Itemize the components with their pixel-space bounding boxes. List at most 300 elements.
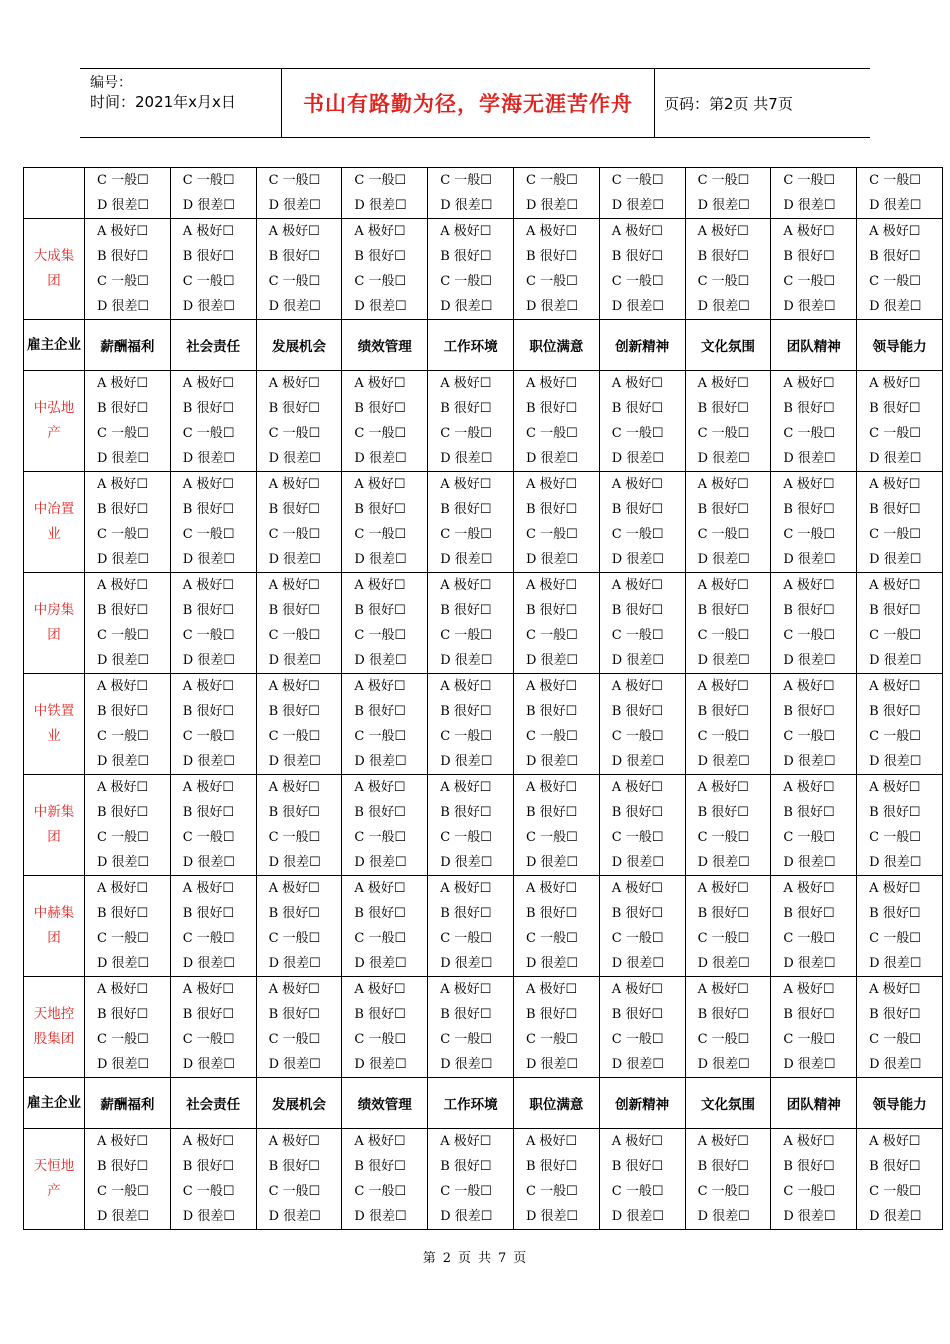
rating-option[interactable]: A 极好☐: [525, 1134, 578, 1149]
rating-option[interactable]: C 一般☐: [354, 1032, 407, 1047]
rating-option[interactable]: C 一般☐: [97, 729, 149, 744]
rating-option[interactable]: B 很好☐: [611, 249, 664, 264]
rating-option[interactable]: A 极好☐: [869, 982, 921, 997]
rating-option[interactable]: C 一般☐: [697, 830, 750, 845]
rating-option[interactable]: C 一般☐: [611, 931, 664, 946]
rating-option[interactable]: B 很好☐: [440, 704, 492, 719]
rating-option[interactable]: A 极好☐: [869, 780, 921, 795]
rating-option[interactable]: B 很好☐: [783, 1159, 835, 1174]
rating-option[interactable]: C 一般☐: [440, 426, 492, 441]
rating-option[interactable]: A 极好☐: [697, 780, 749, 795]
rating-option[interactable]: A 极好☐: [869, 477, 921, 492]
rating-option[interactable]: A 极好☐: [354, 1134, 406, 1149]
rating-option[interactable]: B 很好☐: [697, 704, 749, 719]
rating-option[interactable]: B 很好☐: [869, 906, 921, 921]
rating-option[interactable]: C 一般☐: [268, 1184, 321, 1199]
rating-option[interactable]: A 极好☐: [182, 982, 234, 997]
rating-option[interactable]: C 一般☐: [182, 527, 235, 542]
rating-option[interactable]: B 很好☐: [783, 704, 835, 719]
rating-option[interactable]: B 很好☐: [354, 249, 406, 264]
rating-option[interactable]: C 一般☐: [182, 173, 235, 188]
rating-option[interactable]: C 一般☐: [783, 527, 836, 542]
rating-option[interactable]: B 很好☐: [525, 502, 578, 517]
rating-option[interactable]: B 很好☐: [525, 805, 578, 820]
rating-option[interactable]: D 很差☐: [182, 653, 236, 668]
rating-option[interactable]: A 极好☐: [525, 224, 578, 239]
rating-option[interactable]: B 很好☐: [525, 249, 578, 264]
rating-option[interactable]: B 很好☐: [182, 1007, 235, 1022]
rating-option[interactable]: A 极好☐: [697, 982, 749, 997]
rating-option[interactable]: A 极好☐: [611, 224, 663, 239]
rating-option[interactable]: D 很差☐: [182, 754, 236, 769]
rating-option[interactable]: C 一般☐: [354, 527, 407, 542]
rating-option[interactable]: B 很好☐: [697, 805, 749, 820]
rating-option[interactable]: C 一般☐: [611, 274, 664, 289]
rating-option[interactable]: D 很差☐: [783, 1057, 836, 1072]
rating-option[interactable]: D 很差☐: [440, 754, 493, 769]
rating-option[interactable]: B 很好☐: [783, 401, 835, 416]
rating-option[interactable]: A 极好☐: [182, 376, 234, 391]
rating-option[interactable]: D 很差☐: [440, 198, 493, 213]
rating-option[interactable]: B 很好☐: [869, 704, 921, 719]
rating-option[interactable]: C 一般☐: [611, 729, 664, 744]
rating-option[interactable]: B 很好☐: [182, 249, 235, 264]
rating-option[interactable]: D 很差☐: [783, 956, 836, 971]
rating-option[interactable]: A 极好☐: [354, 679, 406, 694]
rating-option[interactable]: B 很好☐: [440, 502, 492, 517]
rating-option[interactable]: D 很差☐: [268, 299, 321, 314]
rating-option[interactable]: D 很差☐: [611, 855, 664, 870]
rating-option[interactable]: A 极好☐: [182, 224, 234, 239]
rating-option[interactable]: D 很差☐: [354, 956, 407, 971]
rating-option[interactable]: D 很差☐: [97, 653, 150, 668]
rating-option[interactable]: B 很好☐: [354, 1007, 406, 1022]
rating-option[interactable]: A 极好☐: [440, 578, 492, 593]
rating-option[interactable]: B 很好☐: [354, 1159, 406, 1174]
rating-option[interactable]: D 很差☐: [440, 653, 493, 668]
rating-option[interactable]: D 很差☐: [611, 1209, 664, 1224]
rating-option[interactable]: B 很好☐: [783, 502, 835, 517]
rating-option[interactable]: A 极好☐: [182, 477, 234, 492]
rating-option[interactable]: B 很好☐: [869, 502, 921, 517]
rating-option[interactable]: D 很差☐: [97, 198, 150, 213]
rating-option[interactable]: B 很好☐: [440, 906, 492, 921]
rating-option[interactable]: A 极好☐: [440, 982, 492, 997]
rating-option[interactable]: B 很好☐: [268, 502, 320, 517]
rating-option[interactable]: B 很好☐: [611, 1007, 664, 1022]
rating-option[interactable]: A 极好☐: [611, 982, 663, 997]
rating-option[interactable]: A 极好☐: [354, 376, 406, 391]
rating-option[interactable]: C 一般☐: [783, 931, 836, 946]
rating-option[interactable]: A 极好☐: [611, 376, 663, 391]
rating-option[interactable]: D 很差☐: [611, 451, 664, 466]
rating-option[interactable]: C 一般☐: [268, 274, 321, 289]
rating-option[interactable]: B 很好☐: [525, 906, 578, 921]
rating-option[interactable]: C 一般☐: [354, 173, 407, 188]
rating-option[interactable]: B 很好☐: [611, 401, 664, 416]
rating-option[interactable]: B 很好☐: [97, 603, 149, 618]
rating-option[interactable]: C 一般☐: [697, 729, 750, 744]
rating-option[interactable]: B 很好☐: [97, 805, 149, 820]
rating-option[interactable]: B 很好☐: [697, 401, 749, 416]
rating-option[interactable]: D 很差☐: [783, 754, 836, 769]
rating-option[interactable]: D 很差☐: [869, 451, 922, 466]
rating-option[interactable]: D 很差☐: [440, 552, 493, 567]
rating-option[interactable]: D 很差☐: [697, 1057, 750, 1072]
rating-option[interactable]: C 一般☐: [268, 931, 321, 946]
rating-option[interactable]: B 很好☐: [97, 502, 149, 517]
rating-option[interactable]: D 很差☐: [697, 1209, 750, 1224]
rating-option[interactable]: D 很差☐: [869, 1209, 922, 1224]
rating-option[interactable]: D 很差☐: [697, 855, 750, 870]
rating-option[interactable]: A 极好☐: [783, 780, 835, 795]
rating-option[interactable]: B 很好☐: [869, 603, 921, 618]
rating-option[interactable]: D 很差☐: [440, 1209, 493, 1224]
rating-option[interactable]: C 一般☐: [440, 527, 492, 542]
rating-option[interactable]: A 极好☐: [697, 224, 749, 239]
rating-option[interactable]: A 极好☐: [268, 1134, 320, 1149]
rating-option[interactable]: B 很好☐: [354, 704, 406, 719]
rating-option[interactable]: A 极好☐: [525, 679, 578, 694]
rating-option[interactable]: C 一般☐: [611, 628, 664, 643]
rating-option[interactable]: D 很差☐: [869, 552, 922, 567]
rating-option[interactable]: C 一般☐: [869, 173, 921, 188]
rating-option[interactable]: C 一般☐: [268, 426, 321, 441]
rating-option[interactable]: D 很差☐: [354, 1057, 407, 1072]
rating-option[interactable]: A 极好☐: [525, 477, 578, 492]
rating-option[interactable]: C 一般☐: [525, 729, 578, 744]
rating-option[interactable]: D 很差☐: [354, 1209, 407, 1224]
rating-option[interactable]: D 很差☐: [611, 653, 664, 668]
rating-option[interactable]: A 极好☐: [97, 780, 149, 795]
rating-option[interactable]: D 很差☐: [97, 956, 150, 971]
rating-option[interactable]: B 很好☐: [611, 603, 664, 618]
rating-option[interactable]: D 很差☐: [525, 754, 579, 769]
rating-option[interactable]: B 很好☐: [97, 906, 149, 921]
rating-option[interactable]: B 很好☐: [869, 401, 921, 416]
rating-option[interactable]: C 一般☐: [525, 274, 578, 289]
rating-option[interactable]: B 很好☐: [525, 401, 578, 416]
rating-option[interactable]: C 一般☐: [783, 1184, 836, 1199]
rating-option[interactable]: B 很好☐: [268, 1007, 320, 1022]
rating-option[interactable]: D 很差☐: [869, 653, 922, 668]
rating-option[interactable]: A 极好☐: [611, 578, 663, 593]
rating-option[interactable]: A 极好☐: [182, 780, 234, 795]
rating-option[interactable]: D 很差☐: [525, 855, 579, 870]
rating-option[interactable]: C 一般☐: [783, 1032, 836, 1047]
rating-option[interactable]: C 一般☐: [869, 1184, 921, 1199]
rating-option[interactable]: C 一般☐: [440, 931, 492, 946]
rating-option[interactable]: C 一般☐: [440, 1032, 492, 1047]
rating-option[interactable]: D 很差☐: [697, 956, 750, 971]
rating-option[interactable]: C 一般☐: [440, 173, 492, 188]
rating-option[interactable]: C 一般☐: [697, 1032, 750, 1047]
rating-option[interactable]: C 一般☐: [354, 628, 407, 643]
rating-option[interactable]: A 极好☐: [697, 1134, 749, 1149]
rating-option[interactable]: C 一般☐: [268, 628, 321, 643]
rating-option[interactable]: A 极好☐: [268, 224, 320, 239]
rating-option[interactable]: B 很好☐: [182, 906, 235, 921]
rating-option[interactable]: A 极好☐: [182, 881, 234, 896]
rating-option[interactable]: B 很好☐: [182, 1159, 235, 1174]
rating-option[interactable]: C 一般☐: [697, 173, 750, 188]
rating-option[interactable]: D 很差☐: [97, 1209, 150, 1224]
rating-option[interactable]: D 很差☐: [869, 855, 922, 870]
rating-option[interactable]: A 极好☐: [354, 982, 406, 997]
rating-option[interactable]: B 很好☐: [268, 1159, 320, 1174]
rating-option[interactable]: A 极好☐: [268, 477, 320, 492]
rating-option[interactable]: C 一般☐: [97, 931, 149, 946]
rating-option[interactable]: C 一般☐: [697, 274, 750, 289]
rating-option[interactable]: A 极好☐: [869, 1134, 921, 1149]
rating-option[interactable]: D 很差☐: [697, 552, 750, 567]
rating-option[interactable]: A 极好☐: [182, 578, 234, 593]
rating-option[interactable]: C 一般☐: [354, 1184, 407, 1199]
rating-option[interactable]: B 很好☐: [354, 603, 406, 618]
rating-option[interactable]: C 一般☐: [182, 729, 235, 744]
rating-option[interactable]: B 很好☐: [697, 603, 749, 618]
rating-option[interactable]: C 一般☐: [697, 527, 750, 542]
rating-option[interactable]: C 一般☐: [268, 173, 321, 188]
rating-option[interactable]: D 很差☐: [354, 299, 407, 314]
rating-option[interactable]: C 一般☐: [783, 173, 836, 188]
rating-option[interactable]: B 很好☐: [97, 704, 149, 719]
rating-option[interactable]: A 极好☐: [97, 224, 149, 239]
rating-option[interactable]: C 一般☐: [525, 628, 578, 643]
rating-option[interactable]: B 很好☐: [268, 401, 320, 416]
rating-option[interactable]: D 很差☐: [697, 451, 750, 466]
rating-option[interactable]: B 很好☐: [869, 249, 921, 264]
rating-option[interactable]: B 很好☐: [268, 249, 320, 264]
rating-option[interactable]: D 很差☐: [611, 198, 664, 213]
rating-option[interactable]: D 很差☐: [182, 299, 236, 314]
rating-option[interactable]: C 一般☐: [525, 426, 578, 441]
rating-option[interactable]: C 一般☐: [97, 1032, 149, 1047]
rating-option[interactable]: D 很差☐: [611, 754, 664, 769]
rating-option[interactable]: C 一般☐: [869, 729, 921, 744]
rating-option[interactable]: B 很好☐: [182, 603, 235, 618]
rating-option[interactable]: D 很差☐: [440, 956, 493, 971]
rating-option[interactable]: C 一般☐: [182, 628, 235, 643]
rating-option[interactable]: A 极好☐: [783, 477, 835, 492]
rating-option[interactable]: C 一般☐: [440, 729, 492, 744]
rating-option[interactable]: D 很差☐: [182, 1209, 236, 1224]
rating-option[interactable]: A 极好☐: [440, 376, 492, 391]
rating-option[interactable]: A 极好☐: [97, 982, 149, 997]
rating-option[interactable]: C 一般☐: [611, 527, 664, 542]
rating-option[interactable]: D 很差☐: [354, 653, 407, 668]
rating-option[interactable]: D 很差☐: [182, 198, 236, 213]
rating-option[interactable]: C 一般☐: [869, 1032, 921, 1047]
rating-option[interactable]: C 一般☐: [611, 173, 664, 188]
rating-option[interactable]: A 极好☐: [697, 679, 749, 694]
rating-option[interactable]: A 极好☐: [97, 1134, 149, 1149]
rating-option[interactable]: D 很差☐: [525, 653, 579, 668]
rating-option[interactable]: D 很差☐: [869, 956, 922, 971]
rating-option[interactable]: C 一般☐: [783, 274, 836, 289]
rating-option[interactable]: C 一般☐: [697, 1184, 750, 1199]
rating-option[interactable]: A 极好☐: [354, 780, 406, 795]
rating-option[interactable]: C 一般☐: [697, 426, 750, 441]
rating-option[interactable]: B 很好☐: [440, 1159, 492, 1174]
rating-option[interactable]: B 很好☐: [869, 1007, 921, 1022]
rating-option[interactable]: C 一般☐: [97, 1184, 149, 1199]
rating-option[interactable]: D 很差☐: [783, 198, 836, 213]
rating-option[interactable]: A 极好☐: [97, 881, 149, 896]
rating-option[interactable]: D 很差☐: [97, 552, 150, 567]
rating-option[interactable]: D 很差☐: [268, 1057, 321, 1072]
rating-option[interactable]: C 一般☐: [440, 274, 492, 289]
rating-option[interactable]: C 一般☐: [354, 426, 407, 441]
rating-option[interactable]: A 极好☐: [440, 780, 492, 795]
rating-option[interactable]: A 极好☐: [97, 679, 149, 694]
rating-option[interactable]: A 极好☐: [182, 1134, 234, 1149]
rating-option[interactable]: B 很好☐: [97, 249, 149, 264]
rating-option[interactable]: B 很好☐: [525, 1159, 578, 1174]
rating-option[interactable]: A 极好☐: [268, 982, 320, 997]
rating-option[interactable]: D 很差☐: [440, 299, 493, 314]
rating-option[interactable]: B 很好☐: [97, 1159, 149, 1174]
rating-option[interactable]: A 极好☐: [783, 578, 835, 593]
rating-option[interactable]: C 一般☐: [869, 830, 921, 845]
rating-option[interactable]: D 很差☐: [268, 855, 321, 870]
rating-option[interactable]: C 一般☐: [611, 426, 664, 441]
rating-option[interactable]: B 很好☐: [611, 704, 664, 719]
rating-option[interactable]: B 很好☐: [697, 502, 749, 517]
rating-option[interactable]: D 很差☐: [440, 451, 493, 466]
rating-option[interactable]: C 一般☐: [354, 830, 407, 845]
rating-option[interactable]: C 一般☐: [440, 830, 492, 845]
rating-option[interactable]: D 很差☐: [869, 1057, 922, 1072]
rating-option[interactable]: B 很好☐: [783, 249, 835, 264]
rating-option[interactable]: C 一般☐: [783, 426, 836, 441]
rating-option[interactable]: A 极好☐: [525, 881, 578, 896]
rating-option[interactable]: B 很好☐: [611, 1159, 664, 1174]
rating-option[interactable]: A 极好☐: [611, 477, 663, 492]
rating-option[interactable]: D 很差☐: [97, 451, 150, 466]
rating-option[interactable]: A 极好☐: [440, 224, 492, 239]
rating-option[interactable]: B 很好☐: [354, 906, 406, 921]
rating-option[interactable]: B 很好☐: [440, 603, 492, 618]
rating-option[interactable]: C 一般☐: [268, 830, 321, 845]
rating-option[interactable]: A 极好☐: [525, 780, 578, 795]
rating-option[interactable]: B 很好☐: [182, 502, 235, 517]
rating-option[interactable]: B 很好☐: [525, 704, 578, 719]
rating-option[interactable]: A 极好☐: [354, 578, 406, 593]
rating-option[interactable]: D 很差☐: [182, 1057, 236, 1072]
rating-option[interactable]: D 很差☐: [354, 855, 407, 870]
rating-option[interactable]: B 很好☐: [783, 603, 835, 618]
rating-option[interactable]: A 极好☐: [611, 881, 663, 896]
rating-option[interactable]: D 很差☐: [525, 198, 579, 213]
rating-option[interactable]: A 极好☐: [783, 1134, 835, 1149]
rating-option[interactable]: A 极好☐: [97, 376, 149, 391]
rating-option[interactable]: B 很好☐: [869, 805, 921, 820]
rating-option[interactable]: C 一般☐: [697, 931, 750, 946]
rating-option[interactable]: B 很好☐: [525, 603, 578, 618]
rating-option[interactable]: D 很差☐: [525, 451, 579, 466]
rating-option[interactable]: A 极好☐: [97, 578, 149, 593]
rating-option[interactable]: A 极好☐: [611, 679, 663, 694]
rating-option[interactable]: B 很好☐: [611, 502, 664, 517]
rating-option[interactable]: C 一般☐: [611, 830, 664, 845]
rating-option[interactable]: D 很差☐: [611, 1057, 664, 1072]
rating-option[interactable]: C 一般☐: [354, 931, 407, 946]
rating-option[interactable]: C 一般☐: [525, 1184, 578, 1199]
rating-option[interactable]: D 很差☐: [354, 754, 407, 769]
rating-option[interactable]: B 很好☐: [783, 1007, 835, 1022]
rating-option[interactable]: D 很差☐: [182, 451, 236, 466]
rating-option[interactable]: B 很好☐: [440, 401, 492, 416]
rating-option[interactable]: D 很差☐: [783, 855, 836, 870]
rating-option[interactable]: B 很好☐: [354, 502, 406, 517]
rating-option[interactable]: D 很差☐: [268, 451, 321, 466]
rating-option[interactable]: D 很差☐: [268, 653, 321, 668]
rating-option[interactable]: D 很差☐: [97, 1057, 150, 1072]
rating-option[interactable]: D 很差☐: [525, 956, 579, 971]
rating-option[interactable]: C 一般☐: [869, 527, 921, 542]
rating-option[interactable]: A 极好☐: [182, 679, 234, 694]
rating-option[interactable]: C 一般☐: [525, 931, 578, 946]
rating-option[interactable]: D 很差☐: [697, 198, 750, 213]
rating-option[interactable]: C 一般☐: [268, 1032, 321, 1047]
rating-option[interactable]: A 极好☐: [268, 679, 320, 694]
rating-option[interactable]: C 一般☐: [611, 1184, 664, 1199]
rating-option[interactable]: D 很差☐: [611, 956, 664, 971]
rating-option[interactable]: D 很差☐: [525, 552, 579, 567]
rating-option[interactable]: A 极好☐: [783, 224, 835, 239]
rating-option[interactable]: C 一般☐: [869, 274, 921, 289]
rating-option[interactable]: D 很差☐: [268, 754, 321, 769]
rating-option[interactable]: A 极好☐: [869, 881, 921, 896]
rating-option[interactable]: D 很差☐: [611, 552, 664, 567]
rating-option[interactable]: D 很差☐: [783, 653, 836, 668]
rating-option[interactable]: C 一般☐: [354, 274, 407, 289]
rating-option[interactable]: B 很好☐: [869, 1159, 921, 1174]
rating-option[interactable]: A 极好☐: [869, 679, 921, 694]
rating-option[interactable]: D 很差☐: [525, 299, 579, 314]
rating-option[interactable]: B 很好☐: [440, 1007, 492, 1022]
rating-option[interactable]: C 一般☐: [525, 527, 578, 542]
rating-option[interactable]: B 很好☐: [182, 704, 235, 719]
rating-option[interactable]: C 一般☐: [97, 426, 149, 441]
rating-option[interactable]: B 很好☐: [611, 805, 664, 820]
rating-option[interactable]: D 很差☐: [182, 552, 236, 567]
rating-option[interactable]: A 极好☐: [268, 780, 320, 795]
rating-option[interactable]: A 极好☐: [783, 376, 835, 391]
rating-option[interactable]: B 很好☐: [440, 805, 492, 820]
rating-option[interactable]: A 极好☐: [268, 578, 320, 593]
rating-option[interactable]: B 很好☐: [268, 603, 320, 618]
rating-option[interactable]: D 很差☐: [97, 754, 150, 769]
rating-option[interactable]: B 很好☐: [697, 906, 749, 921]
rating-option[interactable]: D 很差☐: [783, 451, 836, 466]
rating-option[interactable]: C 一般☐: [182, 426, 235, 441]
rating-option[interactable]: D 很差☐: [97, 299, 150, 314]
rating-option[interactable]: C 一般☐: [182, 931, 235, 946]
rating-option[interactable]: A 极好☐: [354, 477, 406, 492]
rating-option[interactable]: C 一般☐: [440, 628, 492, 643]
rating-option[interactable]: A 极好☐: [440, 1134, 492, 1149]
rating-option[interactable]: A 极好☐: [525, 982, 578, 997]
rating-option[interactable]: D 很差☐: [869, 198, 922, 213]
rating-option[interactable]: D 很差☐: [354, 552, 407, 567]
rating-option[interactable]: D 很差☐: [697, 653, 750, 668]
rating-option[interactable]: A 极好☐: [697, 477, 749, 492]
rating-option[interactable]: B 很好☐: [268, 805, 320, 820]
rating-option[interactable]: D 很差☐: [182, 855, 236, 870]
rating-option[interactable]: D 很差☐: [354, 451, 407, 466]
